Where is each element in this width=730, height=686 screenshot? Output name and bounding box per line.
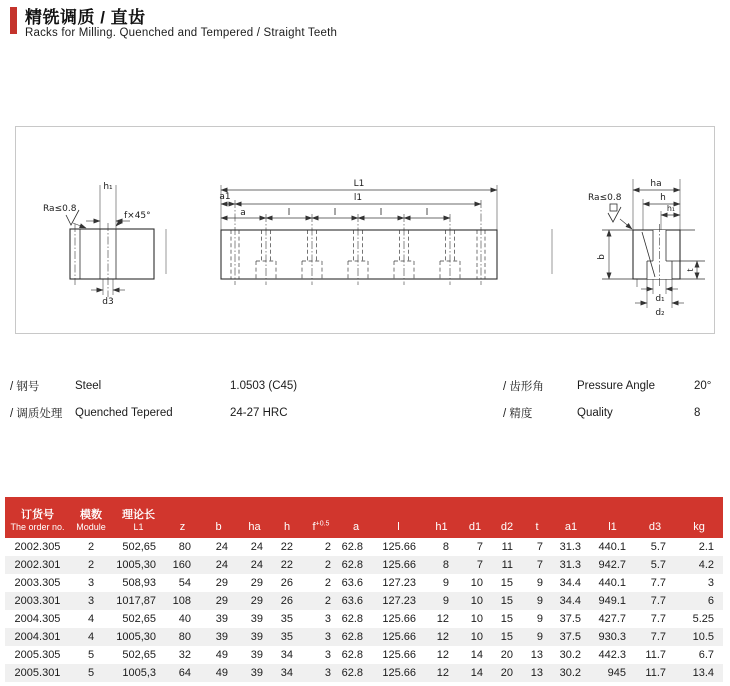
spec-label-en: Quality (577, 406, 613, 419)
table-cell: 2.1 (698, 541, 714, 553)
spec-row-treatment (10, 399, 490, 426)
hole-feature (440, 214, 460, 285)
table-cell: 6.7 (698, 649, 714, 661)
table-cell: 942.7 (598, 559, 626, 571)
table-cell: 37.5 (559, 613, 581, 625)
col-header-label: h (283, 521, 291, 533)
spec-label-en: Pressure Angle (577, 379, 655, 392)
table-cell: 39 (250, 649, 263, 661)
table-cell: 125.66 (382, 667, 416, 679)
table-cell: 54 (178, 577, 191, 589)
col-header-en: The order no. (10, 522, 65, 532)
table-cell: 14 (470, 649, 483, 661)
table-cell: 30.2 (559, 649, 581, 661)
table-cell: 930.3 (598, 631, 626, 643)
table-cell: 5 (87, 649, 95, 661)
table-cell: 39 (215, 613, 228, 625)
table-cell: 24 (250, 541, 263, 553)
table-cell: 32 (178, 649, 191, 661)
table-cell: 4 (87, 631, 95, 643)
col-header-h (272, 497, 302, 538)
table-cell: 160 (172, 559, 191, 571)
table-cell: 34.4 (559, 577, 581, 589)
table-cell: 22 (280, 541, 293, 553)
table-cell: 35 (280, 613, 293, 625)
spec-label-cn: / 齿形角 (503, 380, 544, 393)
table-cell: 12 (436, 649, 449, 661)
dim-label-b: b (597, 254, 607, 260)
col-header-label: l1 (608, 521, 617, 533)
table-cell: 12 (436, 667, 449, 679)
table-cell: 11.7 (645, 649, 666, 661)
dim-label-l: l (425, 208, 429, 218)
table-cell: 80 (178, 631, 191, 643)
table-row (5, 592, 723, 610)
page-title: 精铣调质 / 直齿 (25, 8, 146, 27)
table-cell: 7 (476, 559, 483, 571)
table-cell: 5 (87, 667, 95, 679)
table-cell: 440.1 (598, 577, 626, 589)
table-cell: 7.7 (650, 613, 666, 625)
dim-label-f45: f×45° (124, 211, 151, 221)
table-cell: 7.7 (650, 577, 666, 589)
col-header-tolerance: +0.5 (315, 520, 330, 528)
col-header-label: d1 (468, 521, 482, 533)
table-cell: 5.7 (650, 559, 666, 571)
table-cell: 31.3 (559, 541, 581, 553)
dim-label-l1: l1 (353, 193, 363, 203)
col-header-cn: 订货号 (21, 509, 54, 521)
col-header-order-no (5, 497, 70, 538)
table-cell: 10.5 (692, 631, 714, 643)
table-cell: 4.2 (698, 559, 714, 571)
col-header-f (302, 497, 340, 538)
table-cell: 10 (470, 595, 483, 607)
table-cell: 22 (280, 559, 293, 571)
col-header-ha (237, 497, 272, 538)
col-header-length (112, 497, 165, 538)
table-cell: 1005,30 (116, 559, 156, 571)
table-cell: 10 (470, 577, 483, 589)
spec-value: 20° (694, 379, 712, 392)
table-cell: 7 (476, 541, 483, 553)
table-cell: 3 (87, 577, 95, 589)
col-header-label: a1 (564, 521, 578, 533)
table-cell: 15 (500, 613, 513, 625)
table-cell: 3 (324, 667, 331, 679)
table-cell: 10 (470, 631, 483, 643)
col-header-cn: 理论长 (122, 509, 155, 521)
table-cell: 2005.301 (14, 667, 61, 679)
col-header-z (165, 497, 200, 538)
table-cell: 30.2 (559, 667, 581, 679)
col-header-label: ha (248, 521, 261, 533)
table-cell: 15 (500, 631, 513, 643)
col-header-d3 (635, 497, 675, 538)
table-cell: 4 (87, 613, 95, 625)
spec-label-cn: / 调质处理 (10, 407, 63, 420)
table-cell: 11 (501, 559, 513, 571)
table-cell: 2004.305 (14, 613, 61, 625)
technical-drawing-svg (16, 127, 714, 333)
table-cell: 949.1 (598, 595, 626, 607)
table-cell: 31.3 (559, 559, 581, 571)
col-header-h1 (425, 497, 458, 538)
table-cell: 125.66 (382, 649, 416, 661)
table-cell: 62.8 (341, 667, 363, 679)
col-header-en: L1 (133, 522, 144, 532)
table-cell: 125.66 (382, 559, 416, 571)
dim-label-ha: ha (650, 179, 662, 189)
table-cell: 127.23 (382, 577, 416, 589)
table-cell: 49 (215, 649, 228, 661)
col-header-label: h1 (435, 521, 448, 533)
table-cell: 427.7 (598, 613, 626, 625)
col-header-label: d2 (500, 521, 514, 533)
col-header-kg (675, 497, 723, 538)
col-header-cn: 模数 (80, 509, 102, 521)
table-cell: 7 (536, 559, 543, 571)
table-cell: 13 (530, 649, 543, 661)
dim-label-h1: h₁ (103, 182, 113, 192)
table-cell: 6 (707, 595, 714, 607)
table-cell: 502,65 (122, 613, 156, 625)
table-cell: 3 (324, 649, 331, 661)
table-cell: 1005,30 (116, 631, 156, 643)
product-table (5, 497, 723, 682)
table-cell: 9 (442, 595, 449, 607)
table-cell: 24 (215, 559, 228, 571)
table-cell: 29 (215, 577, 228, 589)
col-header-d1 (458, 497, 492, 538)
table-cell: 2 (87, 559, 95, 571)
table-cell: 40 (178, 613, 191, 625)
table-body (5, 538, 723, 682)
dim-label-a1: a1 (219, 192, 231, 202)
table-cell: 108 (172, 595, 191, 607)
dim-label-d3: d3 (102, 297, 114, 307)
hole-feature (394, 214, 414, 285)
spec-value: 1.0503 (C45) (230, 379, 298, 392)
dim-label-l: l (287, 208, 291, 218)
col-header-label: f (312, 521, 316, 533)
col-header-label: z (179, 521, 186, 533)
table-cell: 3 (324, 631, 331, 643)
col-header-module (70, 497, 112, 538)
table-cell: 125.66 (382, 631, 416, 643)
technical-drawing (15, 126, 715, 334)
table-cell: 62.8 (341, 631, 363, 643)
hole-feature (256, 214, 276, 285)
table-cell: 29 (215, 595, 228, 607)
surface-finish-label: Ra≤0.8 (43, 204, 77, 214)
table-cell: 62.8 (341, 541, 363, 553)
table-cell: 62.8 (341, 559, 363, 571)
table-cell: 1017,87 (116, 595, 156, 607)
table-cell: 24 (250, 559, 263, 571)
table-cell: 2003.305 (14, 577, 61, 589)
table-cell: 64 (178, 667, 191, 679)
table-cell: 10 (470, 613, 483, 625)
table-cell: 2005.305 (14, 649, 61, 661)
left-section-view (43, 182, 154, 307)
table-row (5, 628, 723, 646)
spec-label-cn: / 钢号 (10, 380, 40, 393)
table-cell: 34 (280, 667, 293, 679)
table-cell: 26 (280, 595, 293, 607)
col-header-a (340, 497, 372, 538)
table-cell: 3 (707, 577, 714, 589)
table-cell: 26 (280, 577, 293, 589)
table-cell: 5.25 (692, 613, 714, 625)
table-cell: 34 (280, 649, 293, 661)
table-cell: 20 (500, 649, 513, 661)
table-cell: 1005,3 (122, 667, 156, 679)
table-cell: 12 (436, 631, 449, 643)
table-cell: 39 (250, 631, 263, 643)
front-view (219, 179, 497, 285)
table-cell: 37.5 (559, 631, 581, 643)
dim-label-l: l (333, 208, 337, 218)
table-cell: 2004.301 (14, 631, 61, 643)
spec-row-steel (10, 372, 490, 399)
col-header-b (200, 497, 237, 538)
dim-label-l: l (379, 208, 383, 218)
table-cell: 5.7 (650, 541, 666, 553)
table-cell: 39 (250, 613, 263, 625)
table-cell: 2 (324, 577, 331, 589)
table-cell: 2 (87, 541, 95, 553)
table-cell: 125.66 (382, 541, 416, 553)
table-row (5, 574, 723, 592)
table-cell: 7 (536, 541, 543, 553)
surface-finish-label: Ra≤0.8 (588, 193, 622, 203)
dim-label-h: h (660, 193, 666, 203)
table-cell: 442.3 (598, 649, 626, 661)
table-cell: 24 (215, 541, 228, 553)
col-header-t (522, 497, 552, 538)
table-cell: 2 (324, 541, 331, 553)
table-cell: 62.8 (341, 649, 363, 661)
table-row (5, 556, 723, 574)
table-cell: 502,65 (122, 541, 156, 553)
col-header-label: b (215, 521, 222, 533)
spec-label-en: Quenched Tepered (75, 406, 173, 419)
table-cell: 14 (470, 667, 483, 679)
table-row (5, 538, 723, 556)
spec-list-right (503, 372, 730, 426)
table-cell: 8 (442, 559, 449, 571)
table-cell: 502,65 (122, 649, 156, 661)
table-cell: 11 (501, 541, 513, 553)
col-header-l (372, 497, 425, 538)
table-cell: 2 (324, 595, 331, 607)
hole-feature (348, 214, 368, 285)
table-cell: 15 (500, 577, 513, 589)
hole-feature (302, 214, 322, 285)
table-cell: 9 (536, 577, 543, 589)
col-header-en: Module (76, 522, 106, 532)
table-row (5, 646, 723, 664)
table-cell: 13.4 (692, 667, 714, 679)
col-header-label: l (397, 521, 400, 533)
table-cell: 2 (324, 559, 331, 571)
table-cell: 15 (500, 595, 513, 607)
dim-label-L1: L1 (353, 179, 365, 189)
col-header-label: kg (693, 521, 705, 533)
spec-value: 8 (694, 406, 701, 419)
side-section-view (588, 179, 705, 318)
dim-label-t: t (686, 268, 695, 272)
table-cell: 12 (436, 613, 449, 625)
col-header-l1 (590, 497, 635, 538)
table-cell: 440.1 (598, 541, 626, 553)
table-cell: 39 (215, 631, 228, 643)
table-cell: 9 (536, 595, 543, 607)
dim-label-h1: h₁ (666, 204, 676, 213)
table-cell: 49 (215, 667, 228, 679)
table-header (5, 497, 723, 538)
table-cell: 80 (178, 541, 191, 553)
dim-label-d2: d₂ (655, 308, 665, 318)
table-cell: 2002.301 (14, 559, 61, 571)
table-cell: 7.7 (650, 595, 666, 607)
table-cell: 9 (536, 613, 543, 625)
spec-row-pressure-angle (503, 372, 730, 399)
table-cell: 2002.305 (14, 541, 61, 553)
col-header-label: a (352, 521, 360, 533)
table-cell: 2003.301 (14, 595, 61, 607)
surface-finish-icon (610, 204, 617, 211)
col-header-d2 (492, 497, 522, 538)
table-cell: 9 (536, 631, 543, 643)
table-cell: 9 (442, 577, 449, 589)
dim-label-d1: d₁ (655, 294, 665, 304)
table-cell: 508,93 (122, 577, 156, 589)
table-cell: 34.4 (559, 595, 581, 607)
spec-label-en: Steel (75, 379, 102, 392)
table-cell: 39 (250, 667, 263, 679)
table-cell: 63.6 (341, 595, 363, 607)
spec-row-quality (503, 399, 730, 426)
table-cell: 29 (250, 595, 263, 607)
table-cell: 63.6 (341, 577, 363, 589)
spec-value: 24-27 HRC (230, 406, 288, 419)
table-cell: 8 (442, 541, 449, 553)
table-cell: 127.23 (382, 595, 416, 607)
table-cell: 945 (607, 667, 626, 679)
dim-label-a: a (240, 208, 246, 218)
spec-list-left (10, 372, 490, 426)
table-row (5, 664, 723, 682)
table-cell: 29 (250, 577, 263, 589)
col-header-label: t (535, 521, 539, 533)
col-header-label: d3 (648, 521, 662, 533)
table-cell: 3 (87, 595, 95, 607)
table-cell: 7.7 (650, 631, 666, 643)
table-row (5, 610, 723, 628)
table-cell: 35 (280, 631, 293, 643)
table-cell: 11.7 (645, 667, 666, 679)
table-cell: 3 (324, 613, 331, 625)
col-header-a1 (552, 497, 590, 538)
title-accent-bar (10, 7, 17, 34)
table-cell: 20 (500, 667, 513, 679)
table-cell: 13 (530, 667, 543, 679)
spec-label-cn: / 精度 (503, 407, 533, 420)
table-cell: 125.66 (382, 613, 416, 625)
page-subtitle: Racks for Milling. Quenched and Tempered / Straight Teeth (25, 27, 338, 39)
table-cell: 62.8 (341, 613, 363, 625)
